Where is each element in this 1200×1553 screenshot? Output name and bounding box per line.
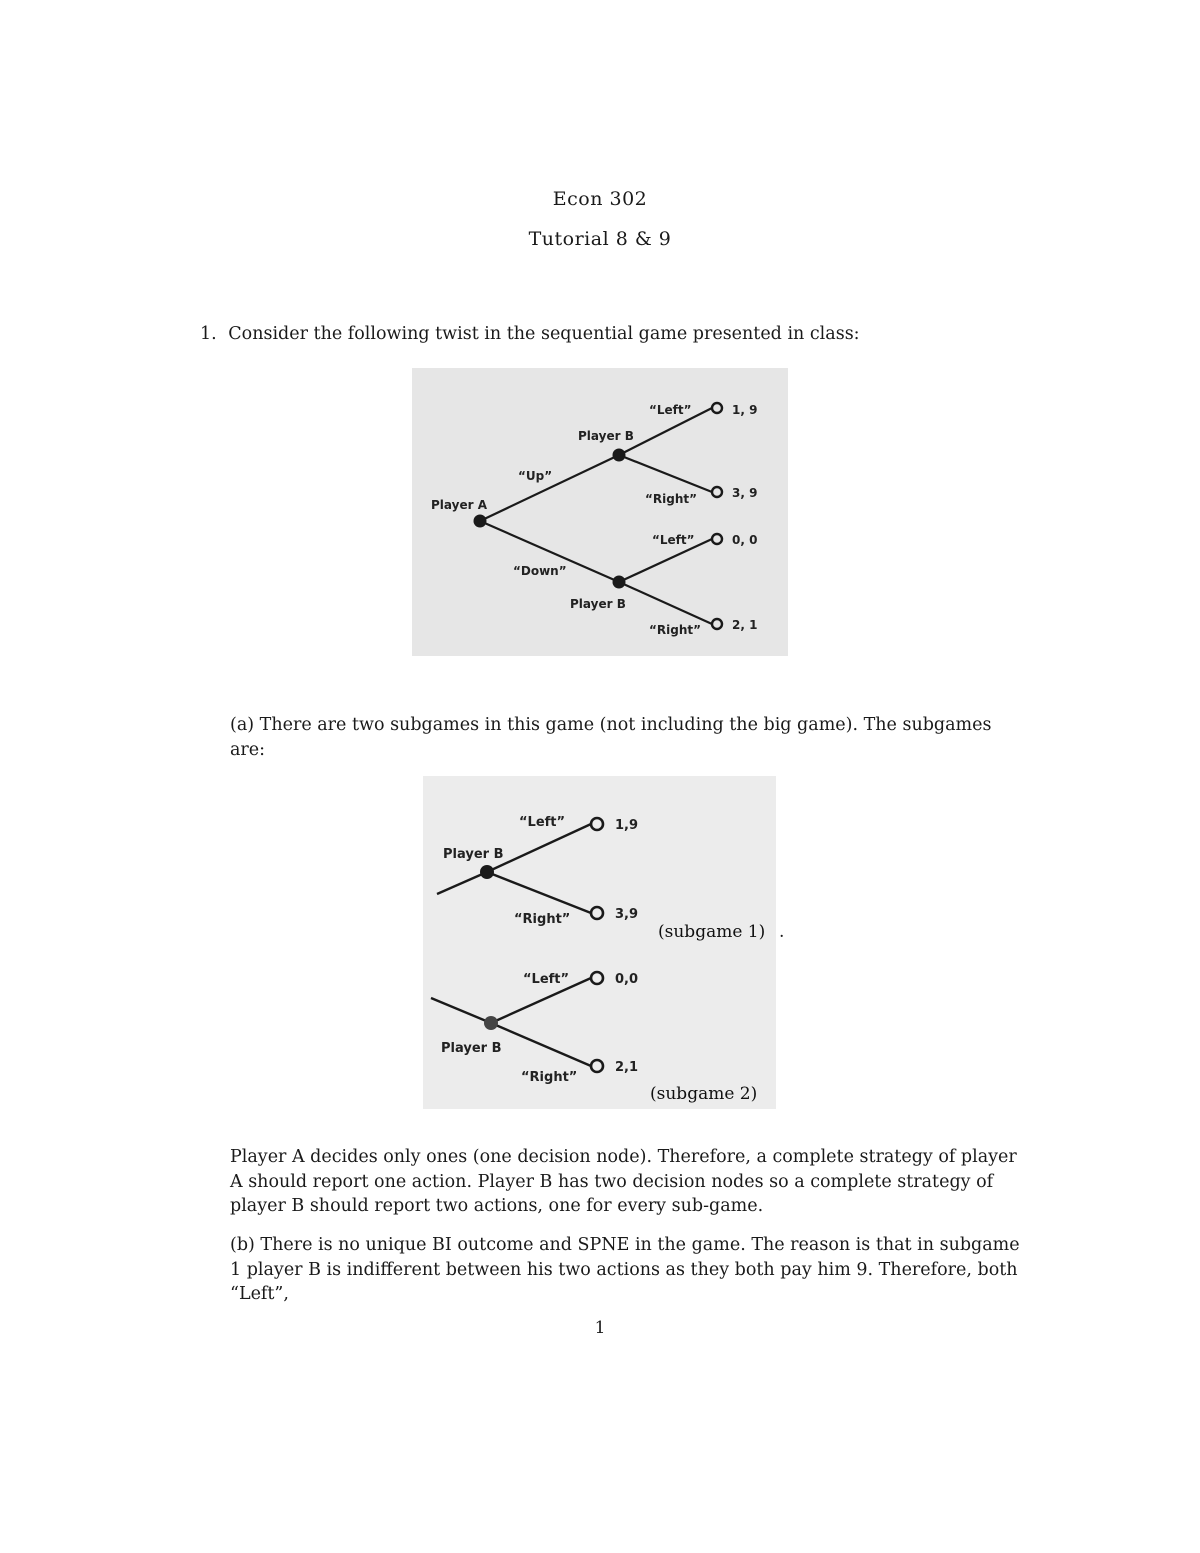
sub2-label-left: “Left” bbox=[523, 972, 570, 987]
sub1-right bbox=[487, 872, 591, 913]
question-number: 1. bbox=[200, 324, 217, 344]
terminal-node-4 bbox=[712, 619, 722, 629]
part-b-text: (b) There is no unique BI outcome and SPNE in the game. The reason is that in subgame 1 player B is indifferent between his two actions as they both pay him 9. Therefore, both “Left”, bbox=[230, 1235, 1020, 1304]
page-number: 1 bbox=[594, 1318, 606, 1338]
label-down: “Down” bbox=[513, 564, 567, 578]
terminal-node-1 bbox=[712, 403, 722, 413]
sub1-payoff-2: 3,9 bbox=[615, 907, 639, 922]
payoff-3: 0, 0 bbox=[732, 533, 758, 547]
sub2-payoff-1: 0,0 bbox=[615, 972, 639, 987]
sub1-terminal-1 bbox=[591, 818, 603, 830]
subgames-svg bbox=[423, 776, 776, 1109]
label-up: “Up” bbox=[518, 469, 553, 483]
course-title: Econ 302 bbox=[552, 188, 648, 210]
label-right-2: “Right” bbox=[649, 623, 701, 637]
branch-right-1 bbox=[619, 455, 712, 492]
incoming-branch-2 bbox=[431, 998, 491, 1023]
sub1-payoff-1: 1,9 bbox=[615, 818, 639, 833]
question-text: Consider the following twist in the sequential game presented in class: bbox=[228, 324, 860, 344]
subgame1-node-player-b bbox=[480, 865, 494, 879]
node-player-b-bottom bbox=[613, 576, 626, 589]
sub1-terminal-2 bbox=[591, 907, 603, 919]
label-player-b-bottom: Player B bbox=[570, 597, 626, 611]
sub2-terminal-2 bbox=[591, 1060, 603, 1072]
payoff-1: 1, 9 bbox=[732, 403, 758, 417]
question-1-prompt bbox=[200, 324, 860, 344]
branch-right-2 bbox=[619, 582, 712, 624]
sub1-label-player-b: Player B bbox=[443, 847, 504, 862]
terminal-node-2 bbox=[712, 487, 722, 497]
node-player-b-top bbox=[613, 449, 626, 462]
explanation-paragraph: Player A decides only ones (one decision node). Therefore, a complete strategy of player A should report one action. Player B has two decision nodes so a complete strategy of player B should report two actions, one for every sub-game. bbox=[230, 1147, 1017, 1216]
caption-subgame-2: (subgame 2) bbox=[650, 1084, 758, 1104]
terminal-node-3 bbox=[712, 534, 722, 544]
part-a-text: (a) There are two subgames in this game (not including the big game). The subgames are: bbox=[230, 715, 992, 760]
node-player-a bbox=[474, 515, 487, 528]
label-player-a: Player A bbox=[431, 498, 487, 512]
sub2-label-right: “Right” bbox=[521, 1070, 578, 1085]
game-tree-figure bbox=[412, 368, 788, 656]
caption-subgame-1-dot: . bbox=[779, 922, 785, 942]
subgames-figure bbox=[423, 776, 776, 1109]
sub2-label-player-b: Player B bbox=[441, 1041, 502, 1056]
sub2-terminal-1 bbox=[591, 972, 603, 984]
tutorial-subtitle: Tutorial 8 & 9 bbox=[528, 228, 672, 250]
label-left-2: “Left” bbox=[652, 533, 695, 547]
label-left-1: “Left” bbox=[649, 403, 692, 417]
label-right-1: “Right” bbox=[645, 492, 697, 506]
sub2-payoff-2: 2,1 bbox=[615, 1060, 639, 1075]
payoff-4: 2, 1 bbox=[732, 618, 758, 632]
payoff-2: 3, 9 bbox=[732, 486, 758, 500]
label-player-b-top: Player B bbox=[578, 429, 634, 443]
sub1-label-right: “Right” bbox=[514, 912, 571, 927]
subgame2-node-player-b bbox=[484, 1016, 498, 1030]
incoming-branch-1 bbox=[437, 872, 487, 894]
caption-subgame-1: (subgame 1) bbox=[658, 922, 766, 942]
sub1-label-left: “Left” bbox=[519, 815, 566, 830]
branch-up bbox=[480, 455, 619, 521]
game-tree-svg bbox=[412, 368, 788, 656]
sub2-right bbox=[491, 1023, 591, 1066]
